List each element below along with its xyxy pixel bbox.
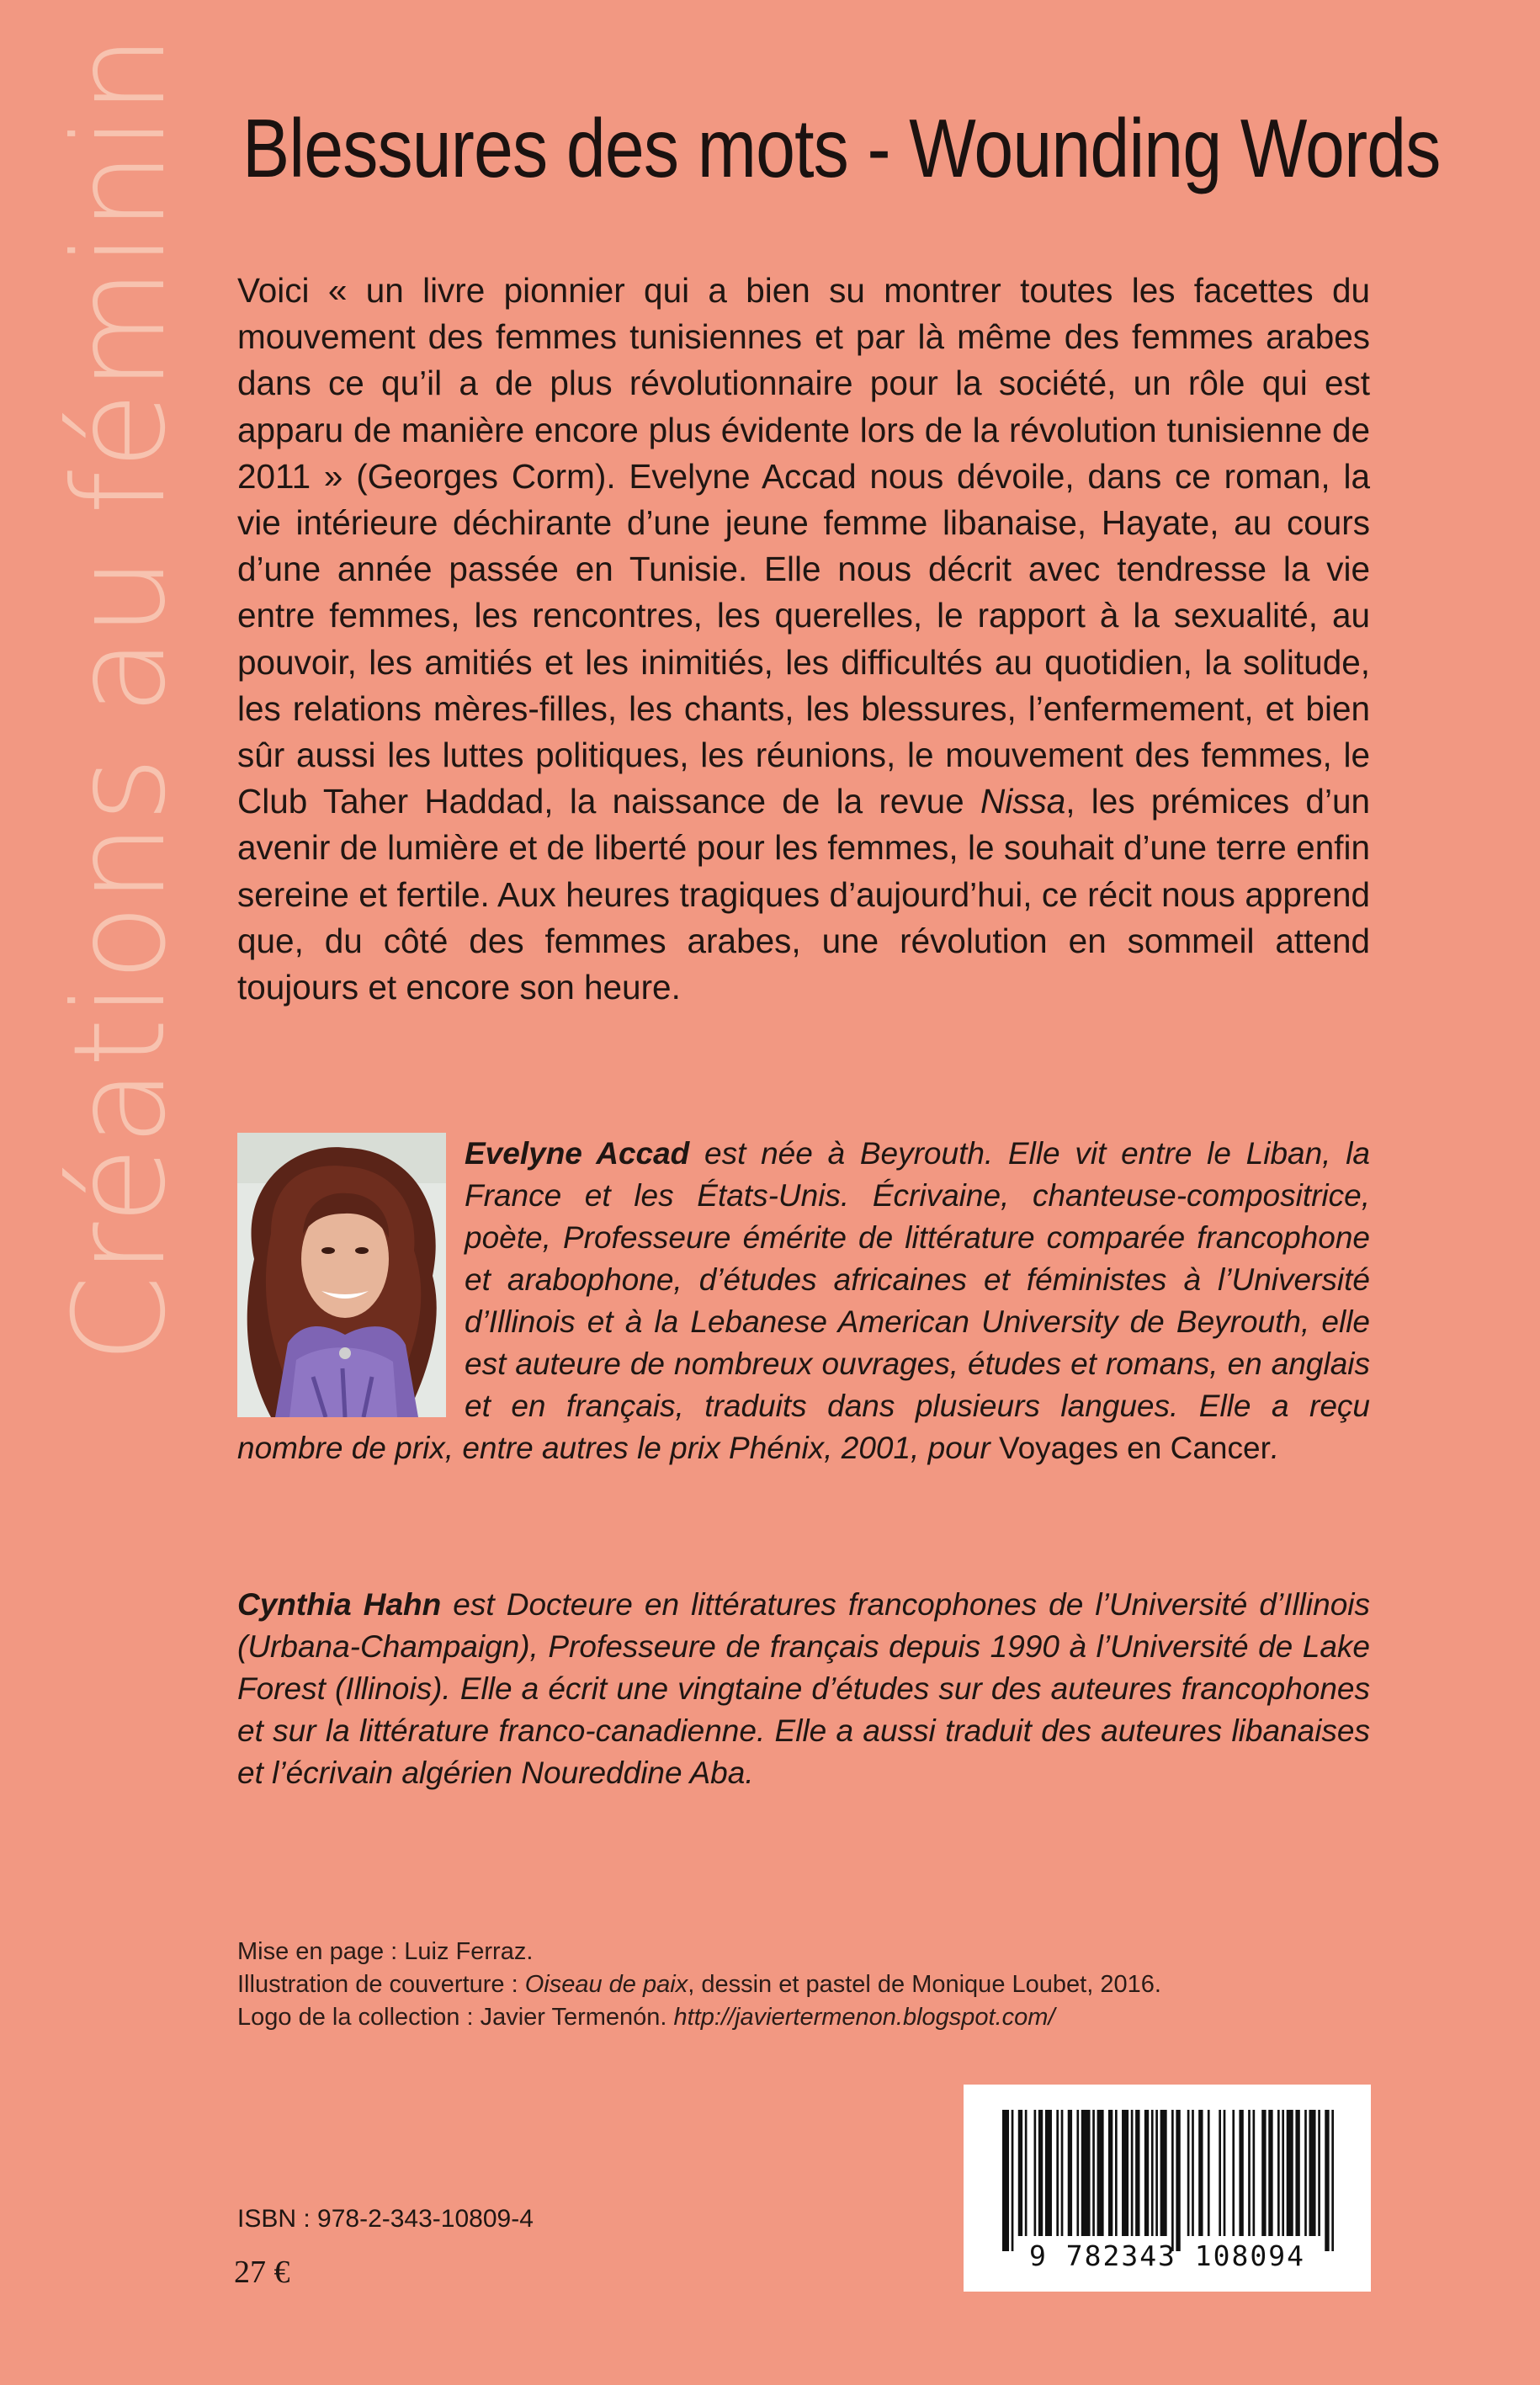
book-title: Blessures des mots - Wounding Words: [242, 102, 1441, 194]
blurb-part2: , les prémices d’un avenir de lumière et de liberté pour les femmes, le souhait d’une terre enfin sereine et fertile. Aux heures tragiques d’aujourd’hui, ce récit nous apprend que, du côté des femmes arabes, une révolution en sommeil attend toujours et encore son heure.: [237, 782, 1371, 1007]
barcode-bar: [1261, 2110, 1266, 2236]
credit-logo-label: Logo de la collection : Javier Termenón.: [237, 2004, 674, 2031]
barcode-bar: [1287, 2110, 1293, 2236]
barcode-bar: [1097, 2110, 1104, 2236]
barcode-bar: [1232, 2110, 1235, 2236]
author-photo: [237, 1133, 446, 1417]
barcode-bar: [1131, 2110, 1134, 2236]
barcode-bar: [1056, 2110, 1059, 2236]
barcode-bar: [1277, 2110, 1280, 2236]
barcode-bar: [1038, 2110, 1043, 2236]
credit-cover-label: Illustration de couverture :: [237, 1971, 525, 1998]
barcode-bar: [1025, 2110, 1028, 2236]
barcode-bar: [1108, 2110, 1113, 2236]
blurb-journal: Nissa: [980, 782, 1066, 821]
barcode-bar: [1192, 2110, 1194, 2236]
book-blurb: [237, 268, 1370, 1011]
barcode-bar: [1248, 2110, 1251, 2236]
barcode-bar: [1160, 2110, 1167, 2236]
barcode-bar: [1176, 2110, 1180, 2251]
barcode-bar: [1198, 2110, 1203, 2236]
blurb-part1: Voici « un livre pionnier qui a bien su montrer toutes les facettes du mouvement des femmes tunisiennes et par là même des femmes arabes dans ce qu’il a de plus révolutionnaire pour la société, un rôle qui est apparu de manière encore plus évidente lors de la révolution tunisienne de 2011 » (Georges Corm). Evelyne Accad nous dévoile, dans ce roman, la vie intérieure déchirante d’une jeune femme libanaise, Hayate, au cours d’une année passée en Tunisie. Elle nous décrit avec tendresse la vie entre femmes, les rencontres, les querelles, le rapport à la sexualité, au pouvoir, les amitiés et les inimitiés, les difficultés au quotidien, la solitude, les relations mères-filles, les chants, les blessures, l’enfermement, et bien sûr aussi les luttes politiques, les réunions, le mouvement des femmes, le Club Taher Haddad, la naissance de la revue: [237, 271, 1370, 821]
barcode-bar: [1155, 2110, 1158, 2236]
barcode-bar: [1045, 2110, 1052, 2236]
barcode-bar: [1144, 2110, 1149, 2236]
author1-bio: [237, 1133, 1370, 1469]
credit-cover-detail: , dessin et pastel de Monique Loubet, 2016.: [688, 1971, 1161, 1998]
barcode-bar: [1304, 2110, 1307, 2236]
credit-cover-work: Oiseau de paix: [524, 1971, 688, 1998]
barcode-bar: [1122, 2110, 1128, 2236]
barcode-bar: [1224, 2110, 1226, 2236]
barcode-bar: [1092, 2110, 1095, 2236]
credit-cover: [237, 1968, 1161, 2001]
collection-name: Créations au féminin: [47, 34, 194, 1363]
barcode-bar: [1331, 2110, 1334, 2251]
credit-logo: [237, 2001, 1161, 2034]
barcode: [964, 2085, 1371, 2292]
author2-name: Cynthia Hahn: [237, 1587, 442, 1622]
barcode-bar: [1171, 2110, 1174, 2251]
barcode-bar: [1187, 2110, 1190, 2236]
author1-name: Evelyne Accad: [465, 1136, 690, 1171]
barcode-bar: [1002, 2110, 1009, 2251]
barcode-bar: [1034, 2110, 1037, 2236]
barcode-bar: [1018, 2110, 1022, 2236]
isbn: ISBN : 978-2-343-10809-4: [237, 2205, 534, 2233]
barcode-bar: [1115, 2110, 1118, 2236]
author1-bio-text: est née à Beyrouth. Elle vit entre le Liban, la France et les États-Unis. Écrivaine, chanteuse-compositrice, poète, Professeure émérite de littérature comparée francophone et arabophone, d’études africaines et féministes à l’Université d’Illinois et à la Lebanese American University de Beyrouth, elle est auteure de nombreux ouvrages, études et romans, en anglais et en français, traduits dans plusieurs langues. Elle a reçu nombre de prix, entre autres le prix Phénix, 2001, pour: [237, 1136, 1370, 1465]
barcode-bar: [1068, 2110, 1072, 2236]
barcode-bar: [1253, 2110, 1256, 2236]
author2-bio: [237, 1584, 1370, 1794]
barcode-bar: [1012, 2110, 1014, 2251]
barcode-bar: [1081, 2110, 1091, 2236]
barcode-bar: [1061, 2110, 1064, 2236]
barcode-bar: [1219, 2110, 1221, 2236]
barcode-bar: [1208, 2110, 1210, 2236]
author1-work: Voyages en Cancer: [998, 1431, 1271, 1465]
credit-layout: Mise en page : Luiz Ferraz.: [237, 1938, 534, 1965]
price: 27 €: [234, 2255, 290, 2290]
barcode-bar: [1239, 2110, 1243, 2236]
barcode-bar: [1295, 2110, 1299, 2236]
barcode-bar: [1135, 2110, 1139, 2236]
credit-logo-url: http://javiertermenon.blogspot.com/: [673, 2004, 1055, 2031]
barcode-bar: [1076, 2110, 1079, 2236]
barcode-bar: [1309, 2110, 1316, 2236]
barcode-bar: [1268, 2110, 1272, 2236]
credits: [237, 1936, 1161, 2034]
barcode-bar: [1282, 2110, 1284, 2236]
barcode-bar: [1325, 2110, 1329, 2251]
author1-bio-end: .: [1270, 1431, 1280, 1465]
barcode-digits: 9 782343 108094: [1028, 2239, 1305, 2272]
author2-bio-text: est Docteure en littératures francophones de l’Université d’Illinois (Urbana-Champaign), Professeure de français depuis 1990 à l’Université de Lake Forest (Illinois). Elle a écrit une vingtaine d’études sur des auteures francophones et sur la littérature franco-canadienne. Elle a aussi traduit des auteures libanaises et l’écrivain algérien Noureddine Aba.: [237, 1587, 1371, 1790]
collection-name-vertical: [49, 34, 192, 1599]
barcode-bar: [1318, 2110, 1320, 2236]
barcode-bar: [1151, 2110, 1154, 2236]
